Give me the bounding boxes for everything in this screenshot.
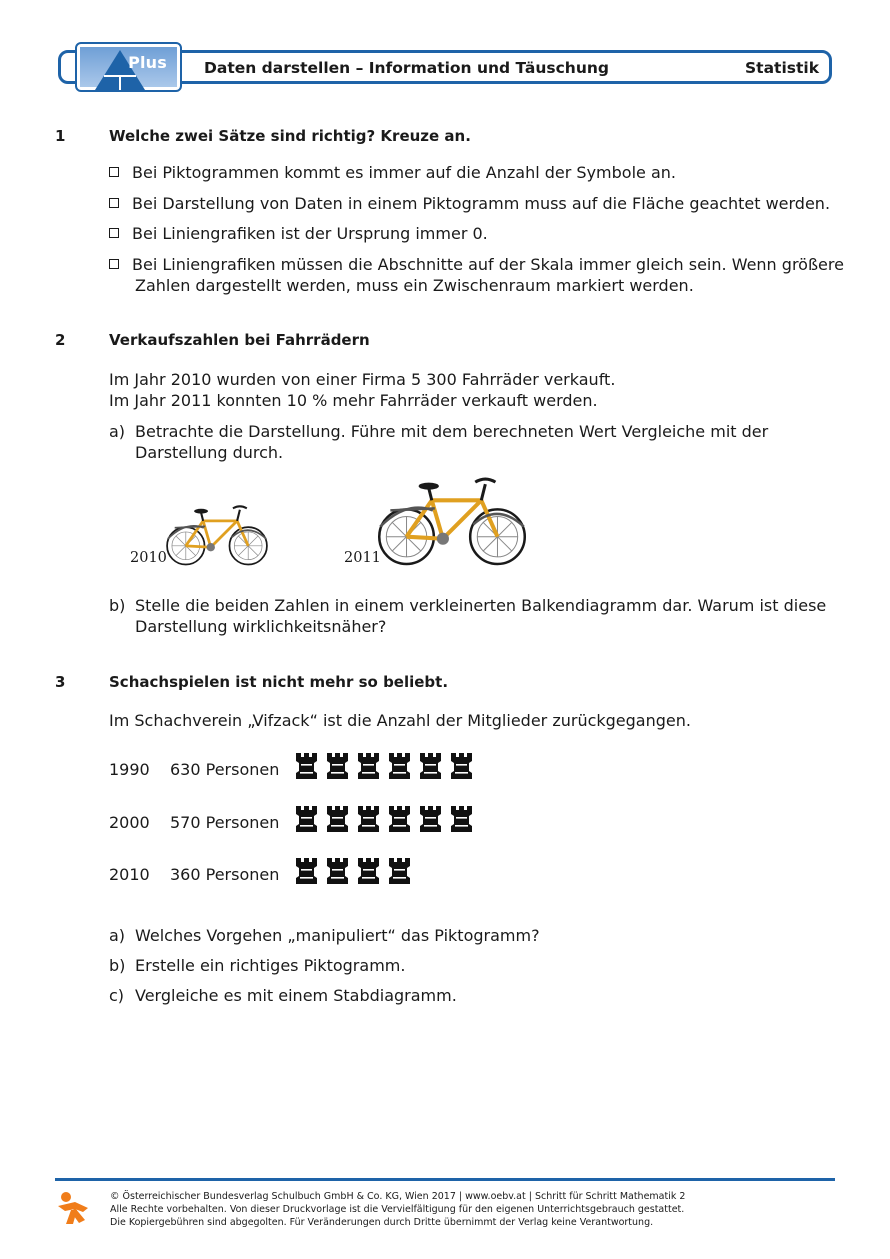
checkbox-option-1[interactable]	[109, 167, 119, 177]
bicycle-small-icon	[165, 500, 269, 566]
task-2-b-text: Stelle die beiden Zahlen in einem verkleinerten Balkendiagramm dar. Warum ist diese Darstellung wirklichkeitsnäher?	[135, 596, 827, 636]
bike-year-2010: 2010	[130, 550, 167, 566]
task-3-c-text: Vergleiche es mit einem Stabdiagramm.	[135, 986, 457, 1005]
chess-rook-icon	[357, 858, 380, 884]
task-1-option-2[interactable]: Bei Darstellung von Daten in einem Piktogramm muss auf die Fläche geachtet werden.	[109, 193, 830, 214]
copyright-footer: © Österreichischer Bundesverlag Schulbuch GmbH & Co. KG, Wien 2017 | www.oebv.at | Schritt für Schritt Mathematik 2 Alle Rechte vorbehalten. Von dieser Druckvorlage ist die Vervielfältigung für den eigenen Unterrichtsgebrauch gestattet. Die Kopiergebühren sind abgegolten. Für Veränderungen durch Dritte übernimmt der Verlag keine Verantwortung.	[110, 1191, 686, 1228]
task-1-option-1[interactable]: Bei Piktogrammen kommt es immer auf die Anzahl der Symbole an.	[109, 162, 676, 183]
chess-rook-icon	[419, 753, 442, 779]
year-2000: 2000	[109, 813, 150, 832]
plus-logo	[75, 42, 182, 92]
task-3-b-label: b)	[109, 956, 126, 975]
worksheet-title: Daten darstellen – Information und Täuschung	[204, 59, 609, 77]
chess-rook-icon	[388, 858, 411, 884]
task-3-a-text: Welches Vorgehen „manipuliert“ das Piktogramm?	[135, 926, 540, 945]
chess-rook-icon	[419, 806, 442, 832]
persons-2010: 360 Personen	[170, 865, 280, 884]
task-1-heading: Welche zwei Sätze sind richtig? Kreuze an.	[109, 127, 471, 145]
task-2-heading: Verkaufszahlen bei Fahrrädern	[109, 331, 370, 349]
bicycle-large-icon	[376, 470, 528, 566]
task-2-a-text: Betrachte die Darstellung. Führe mit dem berechneten Wert Vergleiche mit der Darstellung durch.	[135, 422, 769, 462]
bike-year-2011: 2011	[344, 550, 381, 566]
task-1-option-4[interactable]: Bei Liniengrafiken müssen die Abschnitte auf der Skala immer gleich sein. Wenn größere Zahlen dargestellt werden, muss ein Zwischenraum markiert werden.	[109, 254, 844, 296]
year-2010: 2010	[109, 865, 150, 884]
chess-rook-icon	[450, 753, 473, 779]
persons-1990: 630 Personen	[170, 760, 280, 779]
chess-rook-icon	[295, 753, 318, 779]
checkbox-option-2[interactable]	[109, 198, 119, 208]
chess-rook-icon	[357, 753, 380, 779]
footer-divider	[55, 1178, 835, 1181]
chess-rook-icon	[295, 806, 318, 832]
task-3-number: 3	[55, 673, 66, 691]
chess-rook-icon	[388, 753, 411, 779]
task-2-b-label: b)	[109, 596, 126, 615]
logo-background	[80, 47, 177, 87]
task-2-a-label: a)	[109, 422, 126, 441]
chess-rook-icon	[357, 806, 380, 832]
checkbox-option-4[interactable]	[109, 259, 119, 269]
task-3-intro: Im Schachverein „Vifzack“ ist die Anzahl der Mitglieder zurückgegangen.	[109, 711, 691, 730]
chess-rook-icon	[295, 858, 318, 884]
subject-label: Statistik	[745, 59, 820, 77]
task-2-number: 2	[55, 331, 66, 349]
rook-row-2000	[295, 806, 473, 832]
chess-rook-icon	[326, 806, 349, 832]
chess-rook-icon	[450, 806, 473, 832]
task-1-number: 1	[55, 127, 66, 145]
rook-row-1990	[295, 753, 473, 779]
chess-rook-icon	[326, 753, 349, 779]
checkbox-option-3[interactable]	[109, 228, 119, 238]
chess-rook-icon	[388, 806, 411, 832]
task-3-heading: Schachspielen ist nicht mehr so beliebt.	[109, 673, 449, 691]
task-3-a-label: a)	[109, 926, 126, 945]
task-1-option-3[interactable]: Bei Liniengrafiken ist der Ursprung immer 0.	[109, 223, 488, 244]
task-3-c-label: c)	[109, 986, 125, 1005]
task-2-intro: Im Jahr 2010 wurden von einer Firma 5 300 Fahrräder verkauft. Im Jahr 2011 konnten 10 % mehr Fahrräder verkauft werden.	[109, 370, 616, 410]
persons-2000: 570 Personen	[170, 813, 280, 832]
chess-rook-icon	[326, 858, 349, 884]
logo-text: Plus	[128, 53, 167, 72]
task-3-b-text: Erstelle ein richtiges Piktogramm.	[135, 956, 406, 975]
year-1990: 1990	[109, 760, 150, 779]
publisher-logo-icon	[55, 1190, 91, 1226]
rook-row-2010	[295, 858, 411, 884]
